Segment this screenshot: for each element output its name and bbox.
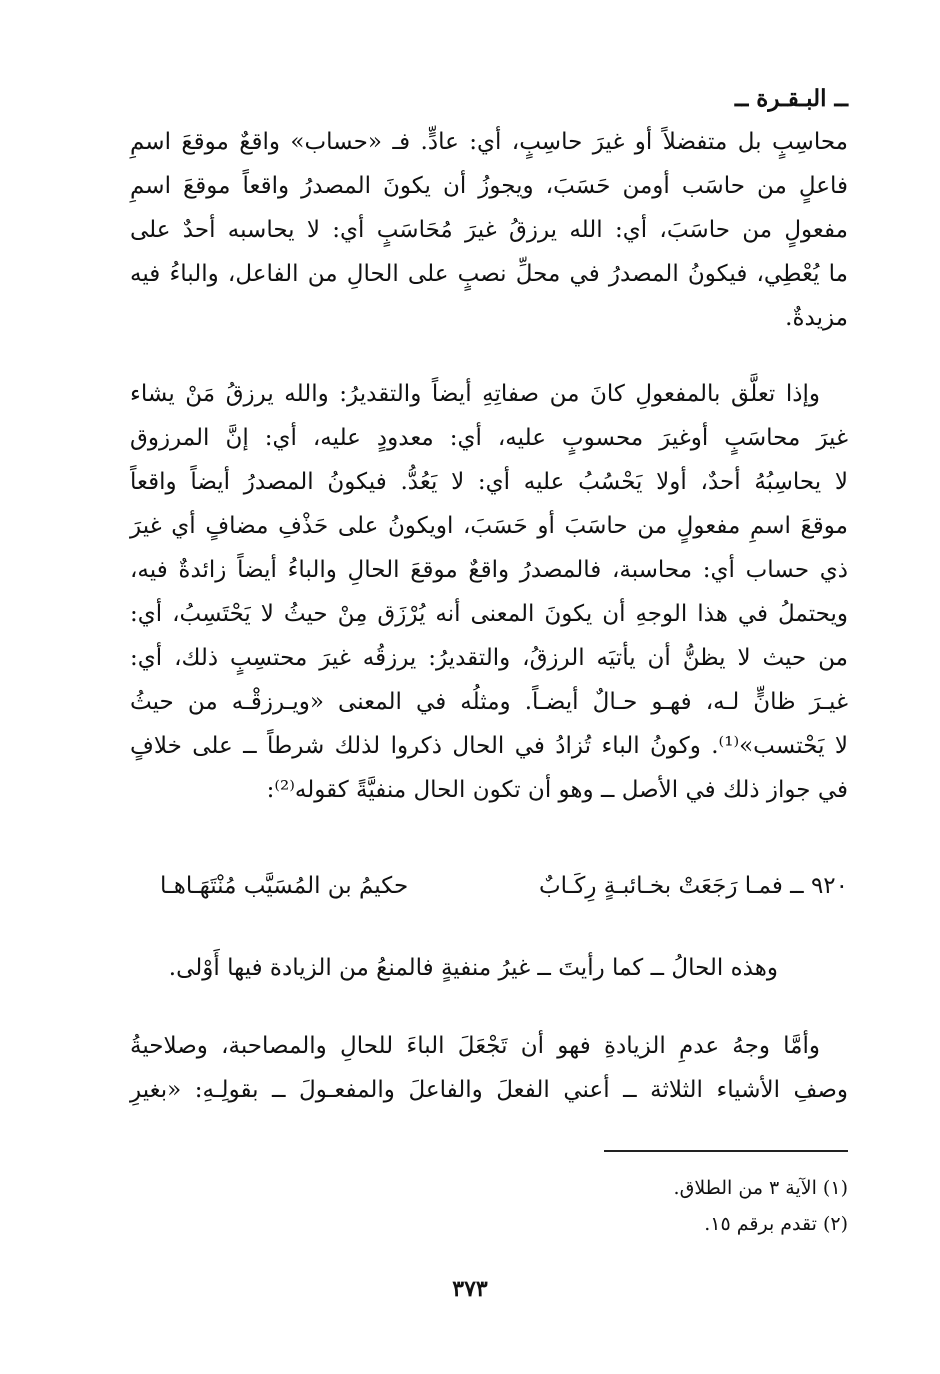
footnote-2: (٢) تقدم برقم ١٥. <box>704 1213 848 1235</box>
page-number: ٣٧٣ <box>452 1276 488 1302</box>
text-line: وإذا تعلَّق بالمفعولِ كانَ من صفاتِهِ أيضاً والتقديرُ: والله يرزقُ مَنْ يشاء <box>130 381 820 407</box>
text-line: وصفِ الأشياء الثلاثة ــ أعني الفعلَ والفاعلَ والمفعـولَ ــ بقولِـهِ: «بغيرِ <box>130 1077 848 1103</box>
text-line: محاسِبٍ بل متفضلاً أو غيرَ حاسِبٍ، أي: عادٍّ. فـ «حساب» واقعٌ موقعَ اسمِ <box>130 129 848 155</box>
text-line: ما يُعْطِي، فيكونُ المصدرُ في محلِّ نصبٍ على الحالِ من الفاعل، والباءُ فيه <box>130 261 848 287</box>
paragraph-1 <box>130 120 848 340</box>
text-line: مفعولٍ من حاسَبَ، أي: الله يرزقُ غيرَ مُحَاسَبٍ أي: لا يحاسبه أحدٌ على <box>130 217 848 243</box>
paragraph-3 <box>130 946 848 990</box>
text-line: وأمَّا وجهُ عدمِ الزيادةِ فهو أن تَجْعَلَ الباءَ للحالِ والمصاحبة، وصلاحيةُ <box>130 1033 820 1059</box>
footnote-divider <box>604 1150 848 1152</box>
text-line: لا يحاسِبُهُ أحدٌ، أولا يَحْسُبُ عليه أي: لا يَعُدُّ. فيكونُ المصدرُ أيضاً واقعاً <box>130 469 848 495</box>
poetry-verse <box>130 864 848 908</box>
text-line: غيرَ محاسَبٍ أوغيرَ محسوبٍ عليه، أي: معدودٍ عليه، أي: إنَّ المرزوق <box>130 425 848 451</box>
text-line: غيـرَ ظانٍّ لـه، فهـو حـالٌ أيضـاً. ومثلُه في المعنى «ويـرزقْـه من حيثُ <box>130 689 848 715</box>
text-line: مزيدةٌ. <box>785 305 848 331</box>
running-header: ــ البـقـرة ــ <box>734 85 848 112</box>
text-line: ذي حساب أي: محاسبة، فالمصدرُ واقعٌ موقعَ الحالِ والباءُ أيضاً زائدةٌ فيه، <box>130 557 848 583</box>
text-line: لا يَحْتسب»⁽¹⁾. وكونُ الباء تُزادُ في الحال ذكروا لذلك شرطاً ــ على خلافٍ <box>130 733 848 759</box>
text-line: موقعَ اسمِ مفعولٍ من حاسَبَ أو حَسَبَ، اويكونُ على حَذْفِ مضافٍ أي غيرَ <box>130 513 848 539</box>
paragraph-4 <box>130 1024 848 1112</box>
text-line: وهذه الحالُ ــ كما رأيتَ ــ غيرُ منفيةٍ فالمنعُ من الزيادة فيها أَوْلى. <box>168 955 778 981</box>
text-line: في جواز ذلك في الأصل ــ وهو أن تكون الحال منفيَّةً كقوله⁽²⁾: <box>266 777 848 803</box>
verse-hemistich-2: حكيمُ بن المُسَيَّب مُنْتَهَـاهـا <box>160 873 409 899</box>
footnotes <box>348 1170 848 1242</box>
paragraph-2 <box>130 372 848 812</box>
text-line: ويحتملُ في هذا الوجهِ أن يكونَ المعنى أنه يُرْزَق مِنْ حيثُ لا يَحْتَسِبُ، أي: <box>130 601 848 627</box>
text-line: فاعلٍ من حاسَب أومن حَسَبَ، ويجوزُ أن يكونَ المصدرُ واقعاً موقعَ اسمِ <box>130 173 848 199</box>
verse-hemistich-1: ٩٢٠ ــ فمـا رَجَعَتْ بخـائبـةٍ رِكَـابٌ <box>539 873 848 899</box>
footnote-1: (١) الآية ٣ من الطلاق. <box>673 1177 848 1199</box>
text-line: من حيث لا يظنُّ أن يأتيَه الرزقُ، والتقديرُ: يرزقُه غيرَ محتسِبٍ ذلك، أي: <box>130 645 848 671</box>
